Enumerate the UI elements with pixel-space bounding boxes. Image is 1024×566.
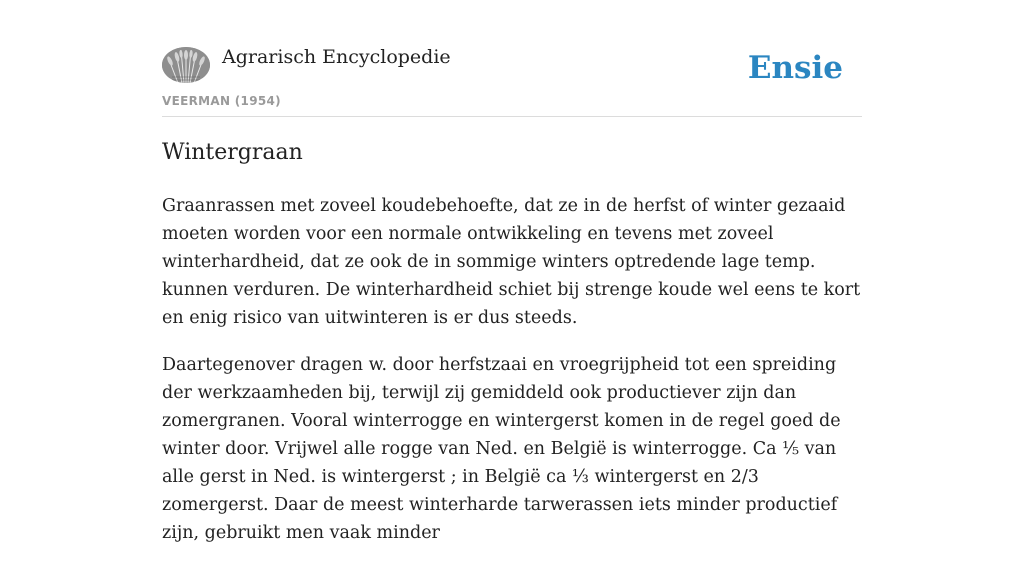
entry-paragraph: Graanrassen met zoveel koudebehoefte, dat ze in de herfst of winter gezaaid moeten worden voor een normale ontwikkeling en tevens met zoveel winterhardheid, dat ze ook de in sommige winters optredende lage temp. kunnen verduren. De winterhardheid schiet bij strenge koude wel eens te kort en enig risico van uitwinteren is er dus steeds. — [162, 196, 861, 328]
entry-title: Wintergraan — [162, 140, 303, 165]
wheat-ears-icon[interactable] — [162, 47, 210, 83]
header — [162, 0, 862, 117]
entry-content — [162, 192, 862, 566]
book-title[interactable]: Agrarisch Encyclopedie — [222, 46, 451, 68]
brand-logo[interactable]: Ensie — [747, 50, 843, 86]
entry-paragraph: Daartegenover dragen w. door herfstzaai en vroegrijpheid tot een spreiding der werkzaamheden bij, terwijl zij gemiddeld ook productiever zijn dan zomergranen. Vooral winterrogge en wintergerst komen in de regel goed de winter door. Vrijwel alle rogge van Ned. en België is winterrogge. Ca ⅕ van alle gerst in Ned. is wintergerst ; in België ca ⅓ wintergerst en 2/3 zomergerst. Daar de meest winterharde tarwerassen iets minder productief zijn, gebruikt men vaak minder — [162, 355, 841, 543]
book-meta: VEERMAN (1954) — [162, 94, 281, 108]
page — [162, 0, 862, 543]
